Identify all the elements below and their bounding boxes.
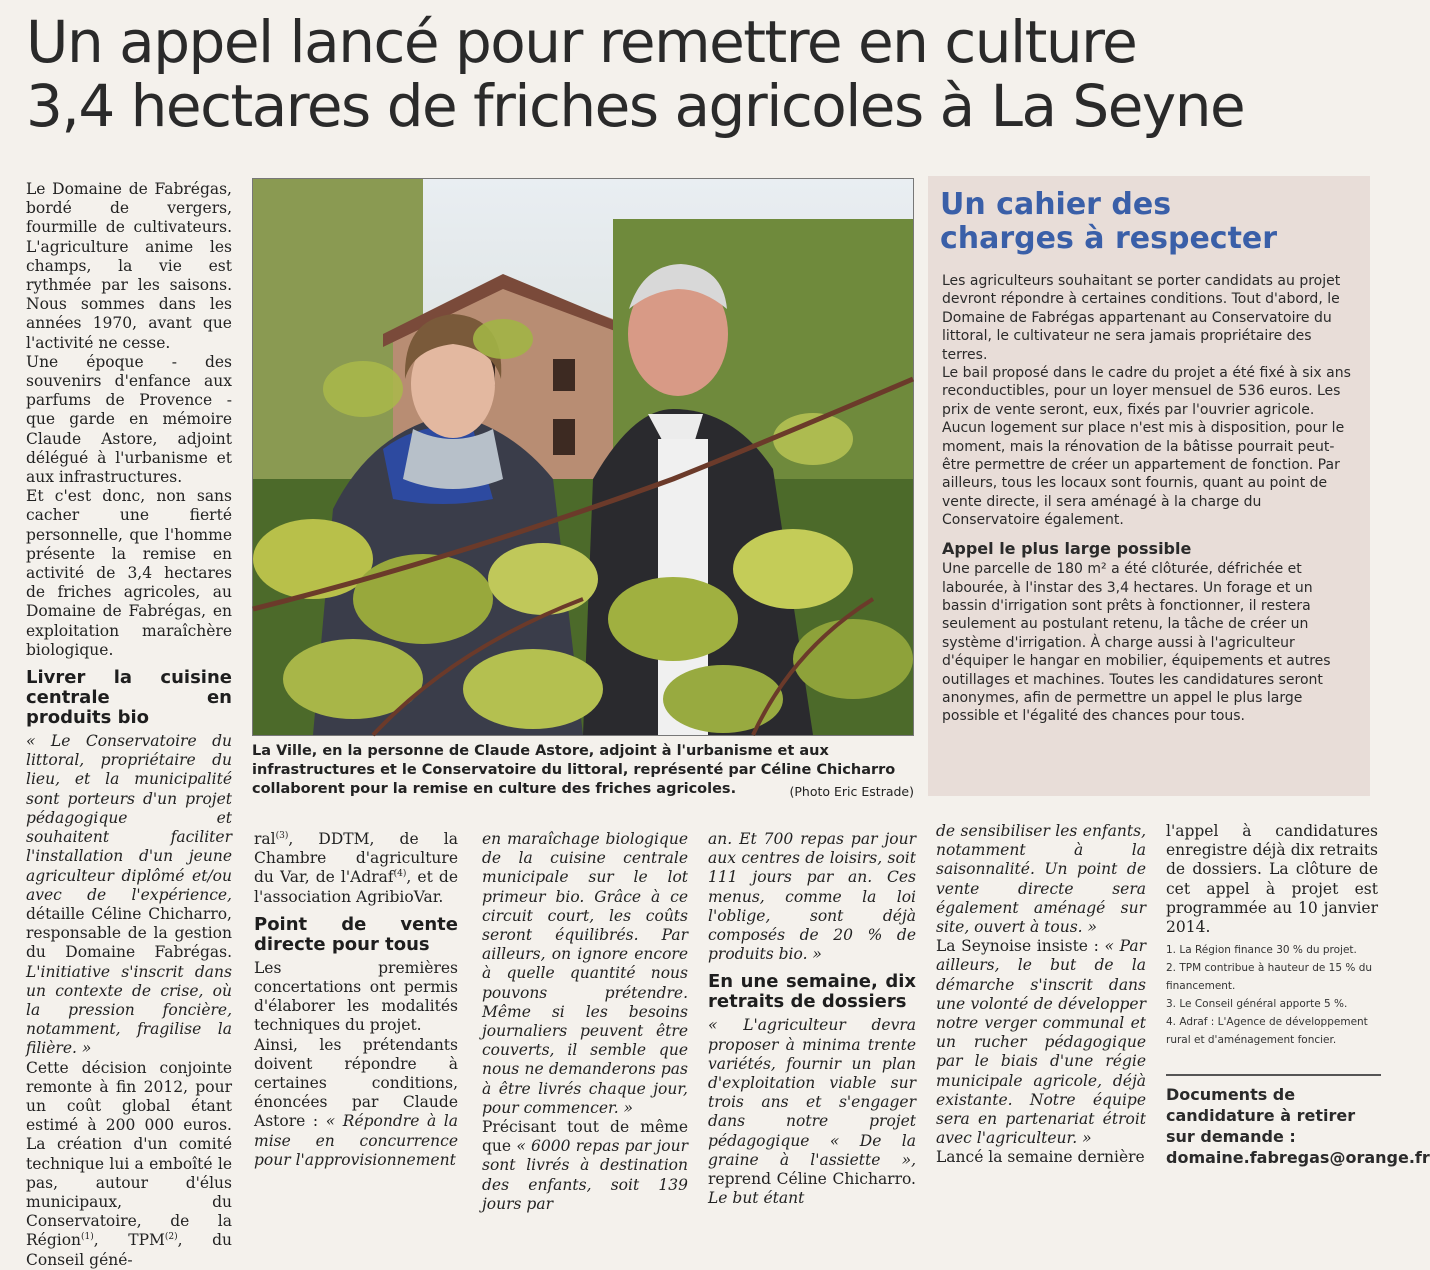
- footnote-ref: (2): [164, 1232, 178, 1243]
- paragraph: [254, 1036, 458, 1170]
- paragraph: [26, 732, 232, 1058]
- paragraph: [26, 1059, 232, 1270]
- text-span: reprend Céline Chicharro.: [708, 1170, 916, 1189]
- photo-credit: (Photo Eric Estrade): [789, 784, 914, 799]
- footnote: 1. La Région finance 30 % du projet.: [1166, 944, 1357, 957]
- text-span: Cette décision conjointe remonte à fin 2012, pour un coût global étant estimé à 200 000 euros. La création d'un comité technique lui a emboîté le pas, autour d'élus municipaux, du Conservatoire, de la Région: [26, 1058, 232, 1250]
- box-title-line-1: Un cahier des: [940, 187, 1172, 222]
- text-span: ral: [254, 830, 276, 848]
- quote: « Le Conservatoire du littoral, propriétaire du lieu, et la municipalité sont porteurs d'un projet pédagogique et souhaitent faciliter l'installation d'un jeune agriculteur diplômé et/ou avec de l'expérience,: [26, 732, 232, 904]
- documents-info: Documents de candidature à retirer sur demande : domaine.fabregas@orange.fr: [1166, 1085, 1430, 1167]
- footnote: 3. Le Conseil général apporte 5 %.: [1166, 998, 1348, 1011]
- paragraph: Lancé la semaine dernière: [936, 1148, 1145, 1167]
- text-span: , TPM: [93, 1231, 165, 1250]
- subheading: Point de vente directe pour tous: [254, 913, 458, 955]
- footnote: 2. TPM contribue à hauteur de 15 % du financement.: [1166, 962, 1373, 993]
- quote: « Par ailleurs, le but de la démarche s'inscrit dans une volonté de développer notre verger communal et un rucher pédagogique par le biais d'une régie municipale agricole, déjà existante. Notre équipe sera en partenariat étroit avec l'agriculteur. »: [936, 937, 1146, 1148]
- quote: en maraîchage biologique de la cuisine centrale municipale sur le lot primeur bio. Grâce à ce circuit court, les coûts seront équilibrés. Par ailleurs, on ignore encore à quelle quantité nous pouvons prétendre. Même si les besoins journaliers peuvent être couverts, il semble que nous ne demanderons pas à être livrés chaque jour, pour commencer. »: [482, 830, 688, 1117]
- text-span: Ainsi, les prétendants doivent répondre à certaines conditions, énoncées par Claude Astore :: [254, 1035, 458, 1131]
- footnote-ref: (4): [393, 869, 407, 880]
- divider: [1166, 1074, 1381, 1076]
- paragraph: Le bail proposé dans le cadre du projet a été fixé à six ans reconductibles, pour un loyer mensuel de 536 euros. Les prix de vente seront, eux, fixés par l'ouvrier agricole. Aucun logement sur place n'est mis à disposition, pour le moment, mais la rénovation de la bâtisse pourrait peut-être permettre de créer un appartement de fonction. Par ailleurs, tous les locaux sont fournis, quant au point de vente directe, il sera aménagé à la charge du Conservatoire également.: [942, 365, 1351, 529]
- column-5: [936, 822, 1146, 1168]
- column-2: [254, 830, 458, 1170]
- text-span: Précisant tout de même que: [482, 1118, 688, 1156]
- column-1: [26, 180, 232, 1270]
- quote: L'initiative s'inscrit dans un contexte de crise, où la pression foncière, notamment, fragilise la filière. »: [26, 962, 232, 1058]
- box-subheading: Appel le plus large possible: [942, 538, 1192, 558]
- footnote-ref: (3): [275, 830, 289, 841]
- box-title: [940, 188, 1277, 256]
- paragraph: [936, 937, 1146, 1148]
- paragraph: Une parcelle de 180 m² a été clôturée, défrichée et labourée, à l'instar des 3,4 hectares. Un forage et un bassin d'irrigation sont prêts à fonctionner, il restera seulement au postulant retenu, la tâche de créer un système d'irrigation. À charge aussi à l'agriculteur d'équiper le hangar en mobilier, équipements et autres outillages et machines. Toutes les candidatures seront anonymes, afin de permettre un appel le plus large possible et l'égalité des chances pour tous.: [942, 561, 1331, 725]
- photo-illustration: [253, 179, 913, 735]
- photo-caption: [252, 742, 914, 801]
- text-span: La Seynoise insiste :: [936, 937, 1105, 956]
- paragraph: Et c'est donc, non sans cacher une fierté personnelle, que l'homme présente la remise en activité de 3,4 hectares de friches agricoles, au Domaine de Fabrégas, en exploitation maraîchère biologique.: [26, 487, 232, 659]
- headline-line-2: 3,4 hectares de friches agricoles à La Seyne: [26, 72, 1245, 140]
- article-photo: [252, 178, 914, 736]
- text-span: , du Conseil géné-: [26, 1231, 232, 1269]
- text-span: détaille Céline Chicharro, responsable de la gestion du Domaine Fabrégas.: [26, 904, 232, 962]
- headline: [26, 10, 1386, 138]
- box-body: [942, 272, 1358, 726]
- text-span: , et de l'association AgribioVar.: [254, 868, 458, 906]
- footnote: 4. Adraf : L'Agence de développement rural et d'aménagement foncier.: [1166, 1016, 1368, 1047]
- quote: de sensibiliser les enfants, notamment à la saisonnalité. Un point de vente directe sera également aménagé sur site, ouvert à tous. »: [936, 822, 1146, 937]
- quote: « L'agriculteur devra proposer à minima trente variétés, fournir un plan d'exploitation viable sur trois ans et s'engager dans notre projet pédagogique « De la graine à l'assiette »,: [708, 1016, 916, 1169]
- sidebar-box: [928, 176, 1370, 796]
- quote: « 6000 repas par jour sont livrés à destination des enfants, soit 139 jours par: [482, 1137, 688, 1213]
- paragraph: [482, 1118, 688, 1214]
- footnotes: [1166, 941, 1378, 1049]
- paragraph: Une époque - des souvenirs d'enfance aux parfums de Provence - que garde en mémoire Claude Astore, adjoint délégué à l'urbanisme et aux infrastructures.: [26, 352, 232, 487]
- headline-line-1: Un appel lancé pour remettre en culture: [26, 8, 1137, 76]
- quote: « Répondre à la mise en concurrence pour l'approvisionnement: [254, 1112, 458, 1169]
- subheading: Livrer la cuisine centrale en produits bio: [26, 667, 232, 729]
- box-title-line-2: charges à respecter: [940, 221, 1278, 256]
- text-span: , DDTM, de la Chambre d'agriculture du Var, de l'Adraf: [254, 830, 458, 887]
- paragraph: Les agriculteurs souhaitant se porter candidats au projet devront répondre à certaines conditions. Tout d'abord, le Domaine de Fabrégas appartenant au Conservatoire du littoral, le cultivateur ne sera jamais propriétaire des terres.: [942, 273, 1341, 363]
- column-3: [482, 830, 688, 1214]
- footnote-ref: (1): [81, 1232, 94, 1243]
- paragraph: Le Domaine de Fabrégas, bordé de vergers, fourmille de cultivateurs. L'agriculture anime les champs, la vie est rythmée par les saisons. Nous sommes dans les années 1970, avant que l'activité ne cesse.: [26, 180, 232, 352]
- column-6: [1166, 822, 1378, 1049]
- paragraph: [254, 830, 458, 907]
- paragraph: [708, 1016, 916, 1208]
- paragraph: Les premières concertations ont permis d'élaborer les modalités techniques du projet.: [254, 958, 458, 1035]
- quote: Le but étant: [708, 1189, 805, 1208]
- subheading: En une semaine, dix retraits de dossiers: [708, 971, 916, 1013]
- column-4: [708, 830, 916, 1208]
- paragraph: l'appel à candidatures enregistre déjà dix retraits de dossiers. La clôture de cet appel à projet est programmée au 10 janvier 2014.: [1166, 822, 1378, 937]
- caption-text: La Ville, en la personne de Claude Astore, adjoint à l'urbanisme et aux infrastructures et le Conservatoire du littoral, représenté par Céline Chicharro collaborent pour la remise en culture des friches agricoles.: [252, 743, 896, 797]
- quote: an. Et 700 repas par jour aux centres de loisirs, soit 111 jours par an. Ces menus, comme la loi l'oblige, sont déjà composés de 20 % de produits bio. »: [708, 830, 916, 964]
